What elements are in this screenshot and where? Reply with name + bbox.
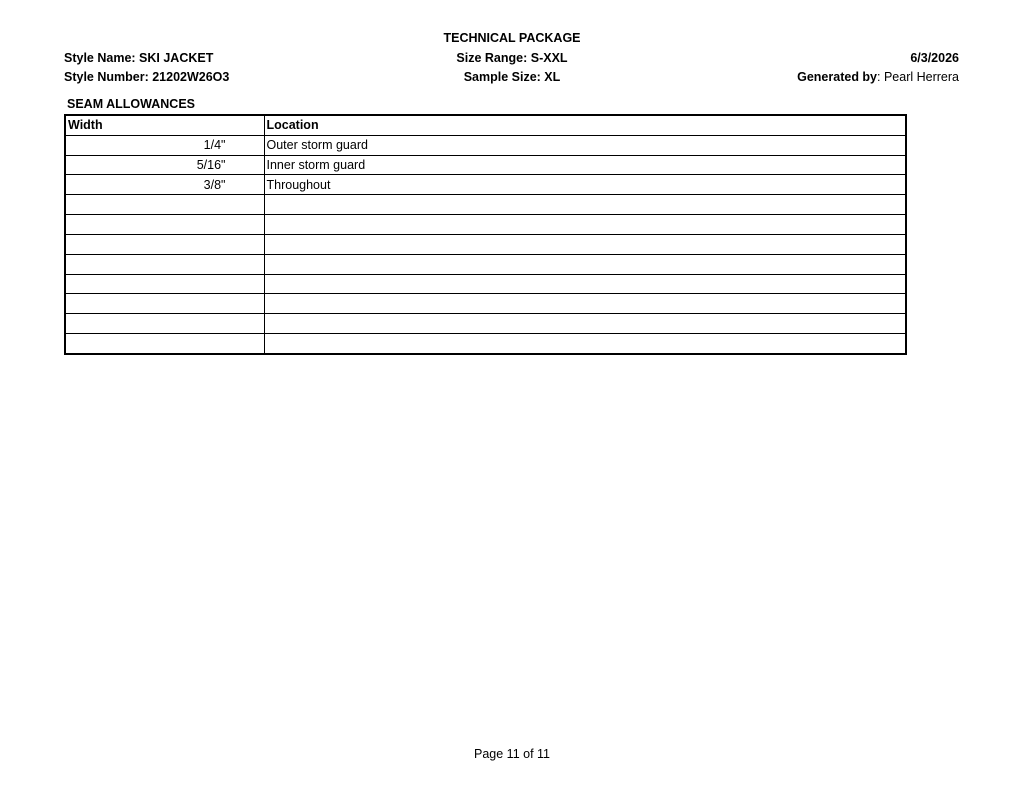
location-cell xyxy=(264,215,906,235)
column-header-width: Width xyxy=(65,115,264,135)
generated-by-value: : Pearl Herrera xyxy=(877,70,959,84)
width-cell xyxy=(65,334,264,354)
width-cell: 5/16" xyxy=(65,155,264,175)
section-title: SEAM ALLOWANCES xyxy=(67,97,196,111)
document-date: 6/3/2026 xyxy=(910,51,959,65)
width-cell xyxy=(65,234,264,254)
table-row xyxy=(65,274,906,294)
location-cell xyxy=(264,334,906,354)
style-name: Style Name: SKI JACKET xyxy=(64,51,214,65)
width-cell xyxy=(65,274,264,294)
table-row xyxy=(65,215,906,235)
column-header-location: Location xyxy=(264,115,906,135)
width-cell xyxy=(65,215,264,235)
sample-size: Sample Size: XL xyxy=(463,70,561,84)
location-cell: Outer storm guard xyxy=(264,135,906,155)
table-header-row xyxy=(65,115,906,135)
location-cell xyxy=(264,314,906,334)
style-number: Style Number: 21202W26O3 xyxy=(64,70,230,84)
location-cell xyxy=(264,234,906,254)
table-row xyxy=(65,155,906,175)
location-cell xyxy=(264,274,906,294)
generated-by xyxy=(797,70,959,84)
size-range: Size Range: S-XXL xyxy=(456,51,568,65)
width-cell xyxy=(65,294,264,314)
table-row xyxy=(65,175,906,195)
table-row xyxy=(65,294,906,314)
location-cell xyxy=(264,195,906,215)
width-cell: 1/4" xyxy=(65,135,264,155)
seam-allowances-table xyxy=(64,114,907,355)
generated-by-label: Generated by xyxy=(797,70,878,84)
table-row xyxy=(65,334,906,354)
table-row xyxy=(65,314,906,334)
page-number: Page 11 of 11 xyxy=(474,747,550,761)
location-cell: Inner storm guard xyxy=(264,155,906,175)
table-row xyxy=(65,195,906,215)
location-cell: Throughout xyxy=(264,175,906,195)
width-cell xyxy=(65,195,264,215)
width-cell xyxy=(65,254,264,274)
location-cell xyxy=(264,294,906,314)
table-row xyxy=(65,135,906,155)
location-cell xyxy=(264,254,906,274)
document-title: TECHNICAL PACKAGE xyxy=(443,31,581,45)
width-cell: 3/8" xyxy=(65,175,264,195)
table-row xyxy=(65,234,906,254)
table-row xyxy=(65,254,906,274)
width-cell xyxy=(65,314,264,334)
